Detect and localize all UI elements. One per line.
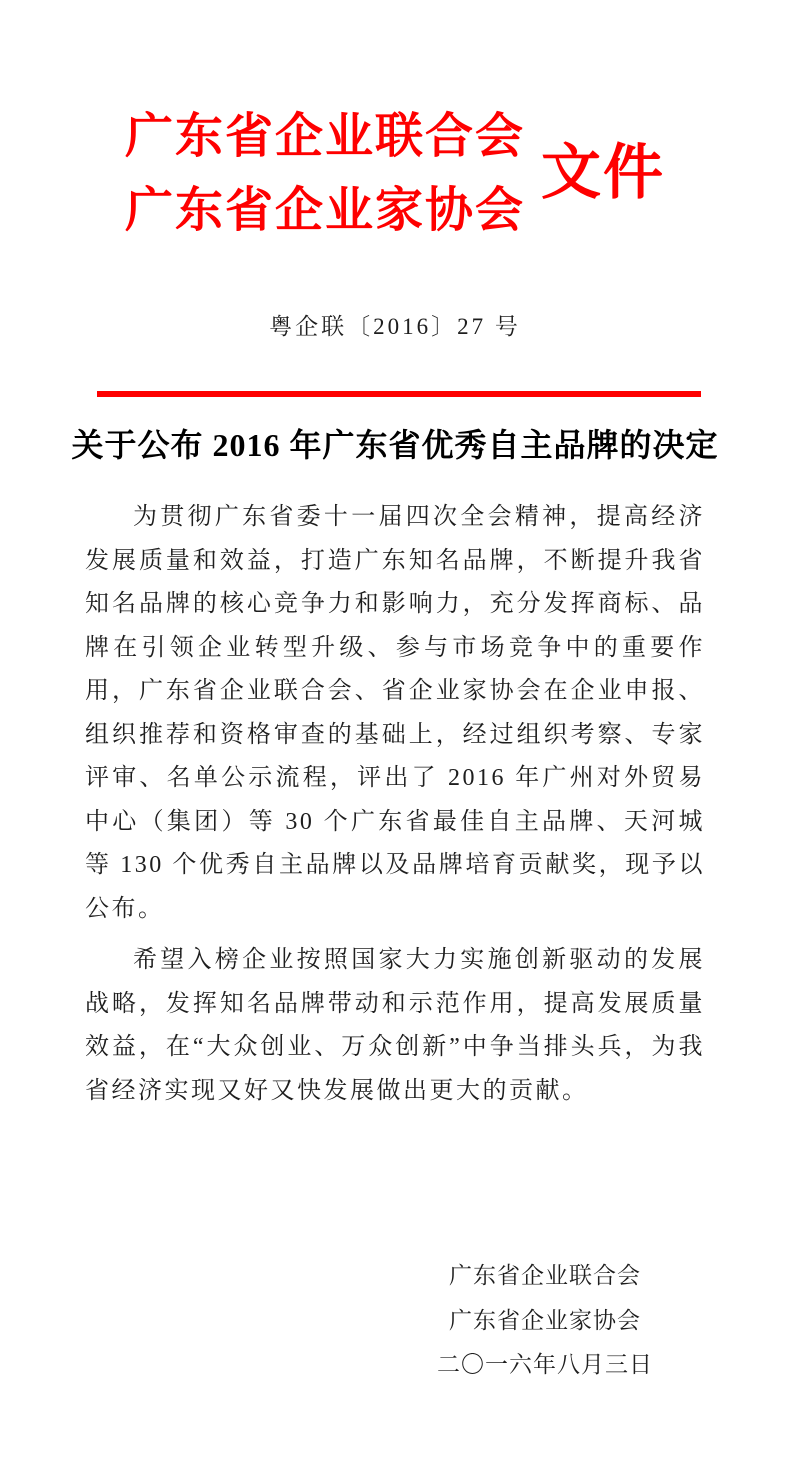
org-name-line2: 广东省企业家协会 — [124, 184, 525, 237]
document-word: 文件 — [541, 140, 665, 206]
issuing-org-names — [125, 100, 525, 248]
signature-org-line2: 广东省企业家协会 — [449, 1307, 641, 1333]
signature-date: 二〇一六年八月三日 — [437, 1352, 653, 1377]
red-divider-line — [97, 391, 701, 397]
org-name-line1: 广东省企业联合会 — [124, 110, 525, 163]
signature-block — [400, 1254, 690, 1388]
body-paragraph-2: 希望入榜企业按照国家大力实施创新驱动的发展战略，发挥知名品牌带动和示范作用，提高发展质量效益，在“大众创业、万众创新”中争当排头兵，为我省经济实现又好又快发展做出更大的贡献。 — [85, 947, 705, 1104]
letterhead — [0, 100, 790, 248]
body-paragraph-1: 为贯彻广东省委十一届四次全会精神，提高经济发展质量和效益，打造广东知名品牌，不断提升我省知名品牌的核心竞争力和影响力，充分发挥商标、品牌在引领企业转型升级、参与市场竞争中的重要作用，广东省企业联合会、省企业家协会在企业申报、组织推荐和资格审查的基础上，经过组织考察、专家评审、名单公示流程，评出了 2016 年广州对外贸易中心（集团）等 30 个广东省最佳自主品牌、天河城等 130 个优秀自主品牌以及品牌培育贡献奖，现予以公布。 — [85, 504, 705, 922]
document-number: 粤企联〔2016〕27 号 — [269, 314, 521, 339]
signature-org-line1: 广东省企业联合会 — [449, 1263, 641, 1288]
document-title: 关于公布 2016 年广东省优秀自主品牌的决定 — [71, 427, 719, 463]
document-body — [85, 496, 705, 1113]
